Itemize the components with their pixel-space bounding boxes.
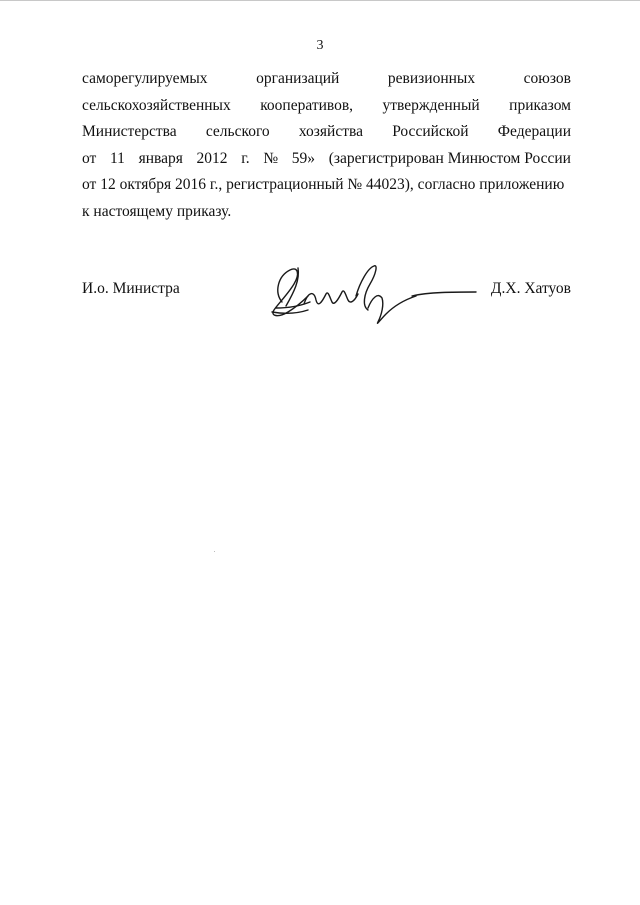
word: г.	[241, 149, 250, 167]
body-paragraph	[82, 66, 571, 225]
word: ревизионных	[387, 70, 476, 87]
page-number: 3	[316, 38, 324, 53]
word: от	[82, 149, 97, 167]
word: саморегулируемых	[82, 70, 208, 87]
word: кооперативов,	[260, 96, 354, 114]
top-border-line	[0, 0, 640, 1]
text-line-6	[82, 199, 571, 226]
signatory-name: Д.Х. Хатуов	[490, 280, 571, 297]
scan-speck	[214, 551, 215, 552]
word: сельского	[205, 123, 270, 140]
handwritten-signature	[264, 262, 484, 330]
word: №	[263, 149, 279, 167]
text-line-2	[82, 93, 571, 120]
text-line-3	[82, 119, 571, 146]
word: января	[138, 149, 183, 167]
word: 2012	[196, 149, 228, 167]
word: к настоящему приказу.	[82, 202, 232, 220]
signature-block	[82, 268, 571, 348]
word: от 12 октября 2016 г., регистрационный № 44023), согласно приложению	[82, 176, 565, 193]
word: хозяйства	[298, 123, 363, 140]
word: приказом	[509, 96, 571, 114]
word: союзов	[523, 70, 571, 87]
word: 59»	[291, 149, 316, 167]
word: организаций	[256, 70, 340, 87]
word: утвержденный	[382, 96, 480, 114]
word: Министерства	[82, 123, 177, 140]
word: (зарегистрирован Минюстом России	[328, 149, 571, 167]
word: Российской	[392, 123, 469, 140]
text-line-5	[82, 172, 571, 199]
text-line-1	[82, 66, 571, 93]
text-line-4	[82, 146, 571, 173]
word: сельскохозяйственных	[82, 96, 231, 114]
word: Федерации	[497, 123, 571, 140]
word: 11	[109, 149, 125, 167]
signatory-role: И.о. Министра	[82, 280, 180, 297]
